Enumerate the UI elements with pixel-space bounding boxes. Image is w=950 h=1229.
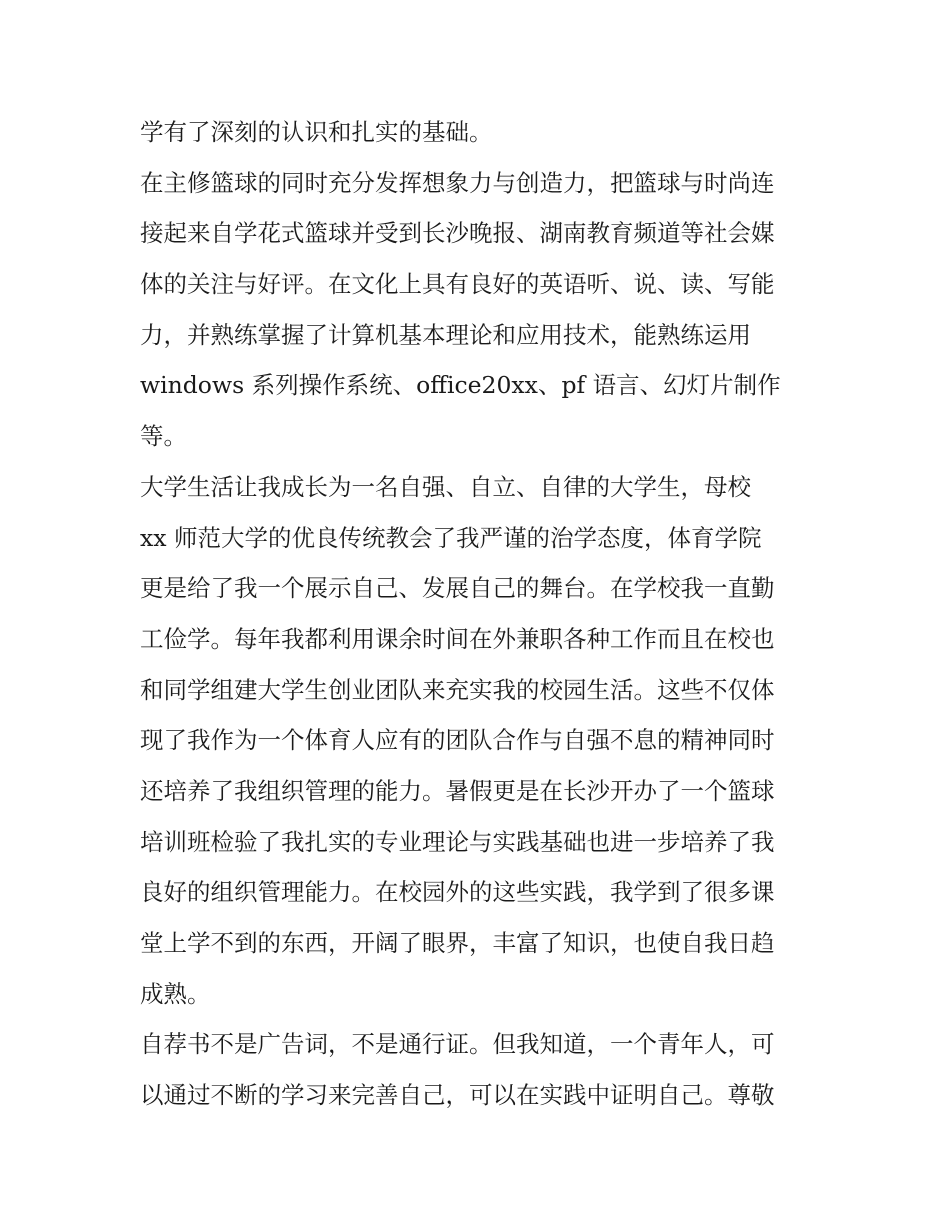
text-line: 在主修篮球的同时充分发挥想象力与创造力，把篮球与时尚连 [140, 168, 775, 197]
document-body [140, 107, 820, 1121]
text-line: 更是给了我一个展示自己、发展自己的舞台。在学校我一直勤 [140, 574, 775, 603]
text-line: 培训班检验了我扎实的专业理论与实践基础也进一步培养了我 [140, 827, 775, 856]
text-line: 力，并熟练掌握了计算机基本理论和应用技术，能熟练运用 [140, 320, 751, 349]
text-line: 成熟。 [140, 979, 211, 1008]
text-line: 和同学组建大学生创业团队来充实我的校园生活。这些不仅体 [140, 675, 775, 704]
text-line: 工俭学。每年我都利用课余时间在外兼职各种工作而且在校也 [140, 624, 775, 653]
text-line: xx 师范大学的优良传统教会了我严谨的治学态度，体育学院 [140, 523, 762, 552]
text-line: 接起来自学花式篮球并受到长沙晚报、湖南教育频道等社会媒 [140, 219, 775, 248]
text-line: 学有了深刻的认识和扎实的基础。 [140, 118, 493, 146]
text-line: 良好的组织管理能力。在校园外的这些实践，我学到了很多课 [140, 878, 775, 907]
text-line: 以通过不断的学习来完善自己，可以在实践中证明自己。尊敬 [140, 1081, 775, 1110]
text-line: 等。 [140, 422, 187, 451]
text-line: 大学生活让我成长为一名自强、自立、自律的大学生，母校 [140, 472, 751, 501]
text-line: windows 系列操作系统、office20xx、pf 语言、幻灯片制作 [140, 371, 781, 400]
text-line: 体的关注与好评。在文化上具有良好的英语听、说、读、写能 [140, 270, 775, 299]
text-line: 堂上学不到的东西，开阔了眼界，丰富了知识，也使自我日趋 [140, 929, 775, 957]
text-line: 自荐书不是广告词，不是通行证。但我知道，一个青年人，可 [140, 1030, 775, 1059]
text-line: 现了我作为一个体育人应有的团队合作与自强不息的精神同时 [140, 726, 775, 755]
text-line: 还培养了我组织管理的能力。暑假更是在长沙开办了一个篮球 [140, 776, 775, 805]
